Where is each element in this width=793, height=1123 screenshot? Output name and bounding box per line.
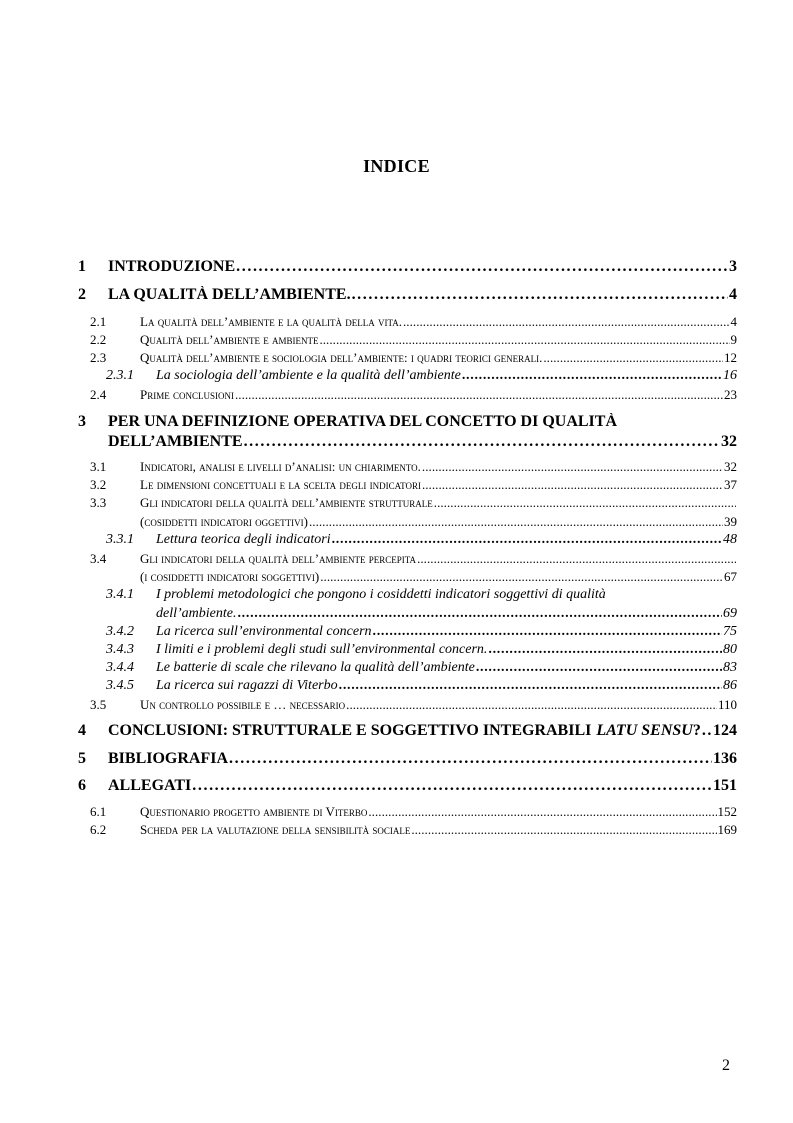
toc-page: 75 xyxy=(723,624,737,639)
toc-page: 32 xyxy=(721,433,737,450)
toc-page: 169 xyxy=(717,822,737,837)
toc-number: 3.4 xyxy=(90,551,107,566)
toc-page: 9 xyxy=(730,332,737,347)
toc-title-line2: dell’ambiente. xyxy=(156,606,237,621)
toc-leader xyxy=(476,660,722,676)
toc-page: 48 xyxy=(723,532,737,547)
toc-title: La ricerca sui ragazzi di Viterbo xyxy=(156,678,338,693)
toc-leader xyxy=(462,368,722,384)
toc-leader xyxy=(235,387,723,403)
toc-title-line1: Gli indicatori della qualità dell’ambiente percepita xyxy=(140,551,417,566)
toc-title: ALLEGATI xyxy=(108,777,192,794)
toc-page: 136 xyxy=(713,750,737,767)
toc-number: 3.4.4 xyxy=(106,660,134,675)
toc-number: 3.3 xyxy=(90,495,107,510)
toc-title-end: ? xyxy=(692,722,701,739)
toc-title: Qualità dell’ambiente e ambiente xyxy=(140,332,319,347)
toc-number: 6.1 xyxy=(90,804,107,819)
toc-leader xyxy=(422,459,723,475)
toc-page: 3 xyxy=(729,258,737,275)
toc-leader xyxy=(368,804,716,820)
toc-title: INTRODUZIONE xyxy=(108,258,236,275)
toc-title: I limiti e i problemi degli studi sull’environmental concern. xyxy=(156,642,488,657)
toc-title-line2: (i cosiddetti indicatori soggettivi) xyxy=(140,569,320,584)
toc-number: 6 xyxy=(78,777,86,794)
toc-title: Lettura teorica degli indicatori xyxy=(156,532,331,547)
toc-leader xyxy=(373,624,722,640)
toc-number: 2.1 xyxy=(90,314,107,329)
toc-page: 69 xyxy=(723,606,737,621)
toc-leader xyxy=(244,433,720,451)
toc-number: 4 xyxy=(78,722,86,739)
toc-number: 3.5 xyxy=(90,697,107,712)
toc-title: La sociologia dell’ambiente e la qualità dell’ambiente xyxy=(156,368,461,383)
toc-title: Indicatori, analisi e livelli d’analisi: un chiarimento. xyxy=(140,459,421,474)
toc-title: Un controllo possibile e … necessario xyxy=(140,697,346,712)
toc-page: 4 xyxy=(730,314,737,329)
toc-leader xyxy=(403,314,730,330)
toc-title: BIBLIOGRAFIA xyxy=(108,750,229,767)
toc-number: 2.3 xyxy=(90,350,107,365)
toc-title-italic: LATU SENSU xyxy=(596,722,693,739)
toc-number: 3.4.2 xyxy=(106,624,134,639)
toc-page: 83 xyxy=(723,660,737,675)
toc-title: La ricerca sull’environmental concern xyxy=(156,624,372,639)
toc-number: 3.3.1 xyxy=(106,532,134,547)
page-number: 2 xyxy=(722,1057,730,1074)
page-title: INDICE xyxy=(363,156,430,176)
toc-leader xyxy=(702,722,712,740)
toc-number: 3.1 xyxy=(90,459,107,474)
toc-leader xyxy=(319,332,729,348)
toc-page: 80 xyxy=(723,642,737,657)
toc-leader xyxy=(417,551,736,567)
toc-number: 3.4.5 xyxy=(106,678,134,693)
toc-page: 86 xyxy=(723,678,737,693)
toc-number: 3.4.3 xyxy=(106,642,134,657)
toc-page: 4 xyxy=(729,286,737,303)
toc-leader xyxy=(192,777,712,795)
toc-page: 23 xyxy=(724,387,737,402)
toc-title: CONCLUSIONI: STRUTTURALE E SOGGETTIVO INTEGRABILI xyxy=(108,722,592,739)
toc-number: 3.2 xyxy=(90,477,107,492)
toc-title: Scheda per la valutazione della sensibilità sociale xyxy=(140,822,411,837)
toc-title: Le dimensioni concettuali e la scelta degli indicatori xyxy=(140,477,421,492)
toc-leader xyxy=(236,258,728,276)
toc-title-line2: (cosiddetti indicatori oggettivi) xyxy=(140,514,308,529)
toc-leader xyxy=(434,495,736,511)
toc-page: 39 xyxy=(724,514,737,529)
toc-title: Prime conclusioni xyxy=(140,387,234,402)
toc-leader xyxy=(229,750,712,768)
toc-page: 37 xyxy=(724,477,737,492)
toc-page: 67 xyxy=(724,569,737,584)
toc-page: 152 xyxy=(717,804,737,819)
toc-title-line1: I problemi metodologici che pongono i cosiddetti indicatori soggettivi di qualità xyxy=(156,587,606,602)
toc-leader xyxy=(309,514,723,530)
toc-leader xyxy=(237,606,722,622)
toc-leader xyxy=(332,532,722,548)
toc-page: 12 xyxy=(724,350,737,365)
toc-leader xyxy=(352,286,728,304)
toc-leader xyxy=(346,697,717,713)
toc-leader xyxy=(543,350,723,366)
toc-page: 16 xyxy=(723,368,737,383)
toc-title-line1: Gli indicatori della qualità dell’ambiente strutturale xyxy=(140,495,433,510)
toc-title: Le batterie di scale che rilevano la qualità dell’ambiente xyxy=(156,660,475,675)
toc-number: 2.3.1 xyxy=(106,368,134,383)
toc-number: 1 xyxy=(78,258,86,275)
toc-number: 2.4 xyxy=(90,387,107,402)
toc-title-line1: PER UNA DEFINIZIONE OPERATIVA DEL CONCETTO DI QUALITÀ xyxy=(108,413,617,430)
toc-number: 3 xyxy=(78,413,86,430)
toc-page: 151 xyxy=(713,777,737,794)
toc-number: 6.2 xyxy=(90,822,107,837)
toc-leader xyxy=(320,569,723,585)
toc-number: 5 xyxy=(78,750,86,767)
toc-page: 110 xyxy=(717,697,737,712)
toc-number: 3.4.1 xyxy=(106,587,134,602)
toc-leader xyxy=(411,822,716,838)
toc-title: Questionario progetto ambiente di Viterbo xyxy=(140,804,368,819)
toc-page: 32 xyxy=(724,459,737,474)
toc-title: LA QUALITÀ DELL’AMBIENTE. xyxy=(108,286,351,303)
toc-title: La qualità dell’ambiente e la qualità della vita. xyxy=(140,314,402,329)
toc-number: 2.2 xyxy=(90,332,107,347)
toc-title: Qualità dell’ambiente e sociologia dell’ambiente: i quadri teorici generali. xyxy=(140,350,543,365)
toc-page: 124 xyxy=(713,722,737,739)
toc-leader xyxy=(422,477,723,493)
toc-leader xyxy=(488,642,722,658)
toc-number: 2 xyxy=(78,286,86,303)
toc-title-line2: DELL’AMBIENTE xyxy=(108,433,243,450)
toc-leader xyxy=(339,678,722,694)
